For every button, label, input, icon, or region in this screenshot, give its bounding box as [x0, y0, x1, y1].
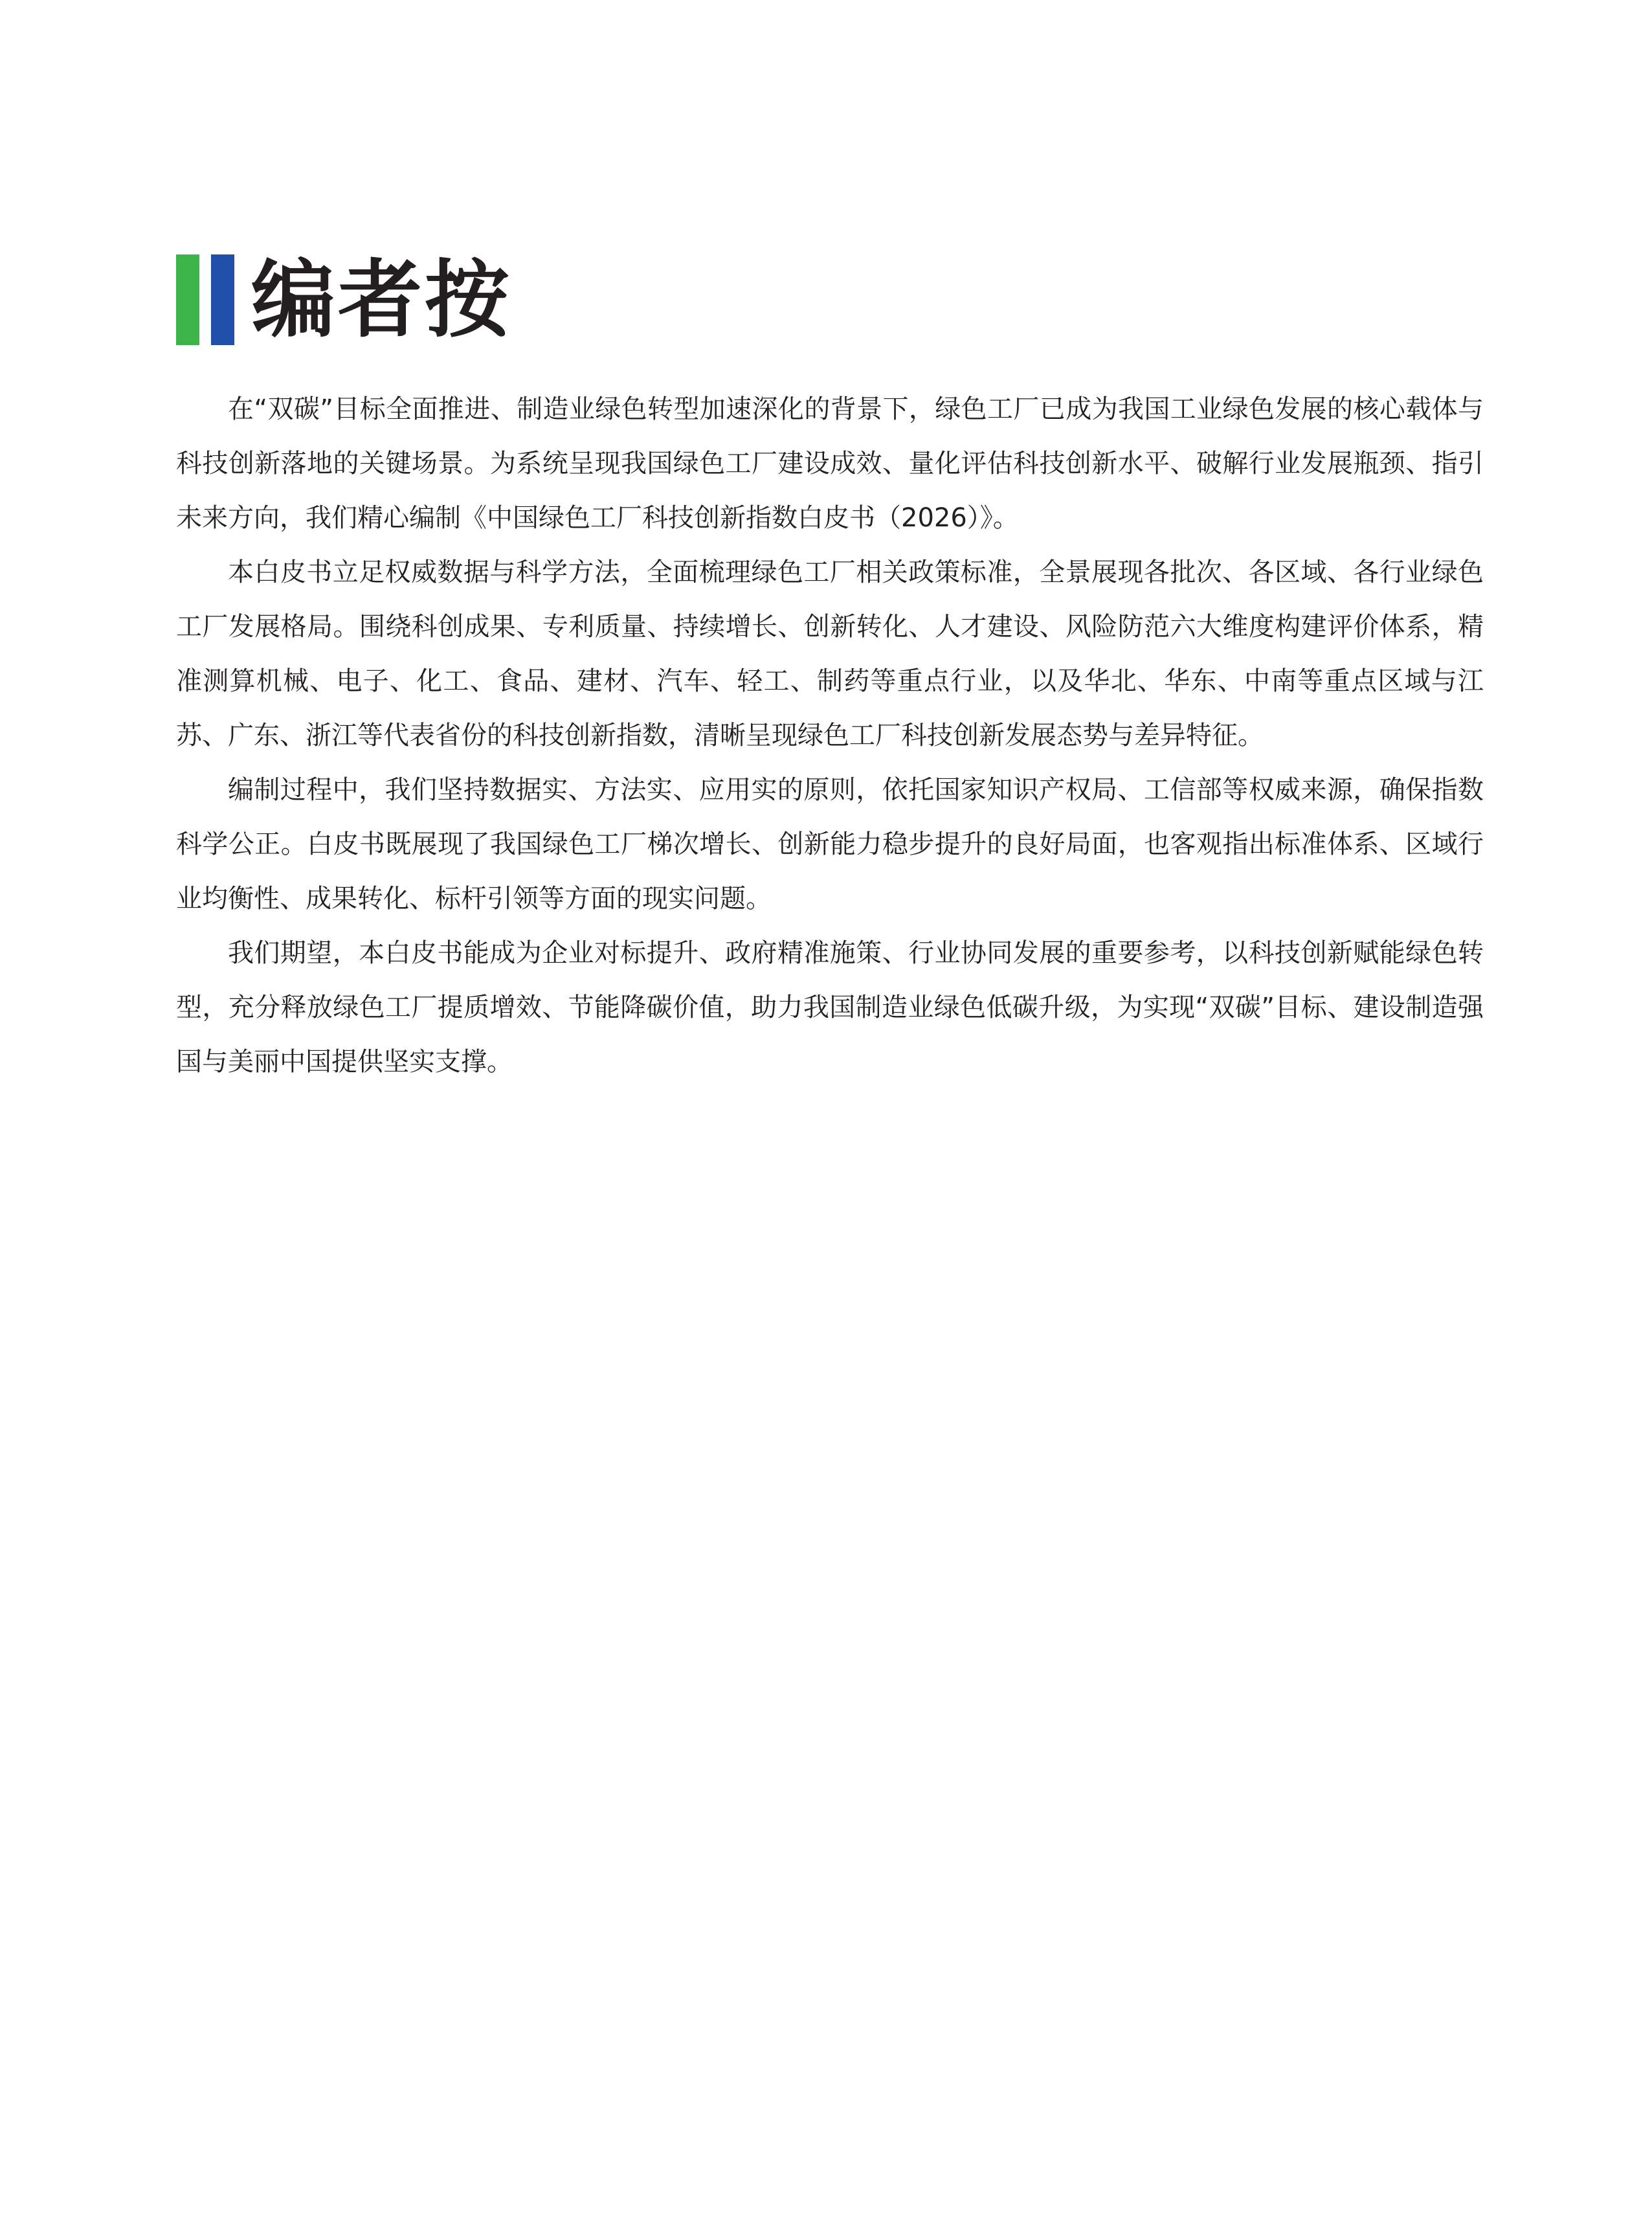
green-accent-bar	[176, 254, 199, 345]
section-heading	[176, 251, 511, 348]
editorial-body	[176, 382, 1484, 1089]
paragraph: 本白皮书立足权威数据与科学方法，全面梳理绿色工厂相关政策标准，全景展现各批次、各区域、各行业绿色工厂发展格局。围绕科创成果、专利质量、持续增长、创新转化、人才建设、风险防范六大维度构建评价体系，精准测算机械、电子、化工、食品、建材、汽车、轻工、制药等重点行业，以及华北、华东、中南等重点区域与江苏、广东、浙江等代表省份的科技创新指数，清晰呈现绿色工厂科技创新发展态势与差异特征。	[176, 557, 1484, 750]
paragraph: 我们期望，本白皮书能成为企业对标提升、政府精准施策、行业协同发展的重要参考，以科技创新赋能绿色转型，充分释放绿色工厂提质增效、节能降碳价值，助力我国制造业绿色低碳升级，为实现“双碳”目标、建设制造强国与美丽中国提供坚实支撑。	[176, 938, 1484, 1077]
blue-accent-bar	[211, 254, 234, 345]
section-title: 编者按	[251, 251, 512, 349]
paragraph: 在“双碳”目标全面推进、制造业绿色转型加速深化的背景下，绿色工厂已成为我国工业绿色发展的核心载体与科技创新落地的关键场景。为系统呈现我国绿色工厂建设成效、量化评估科技创新水平、破解行业发展瓶颈、指引未来方向，我们精心编制《中国绿色工厂科技创新指数白皮书（2026）》。	[176, 394, 1484, 533]
paragraph: 编制过程中，我们坚持数据实、方法实、应用实的原则，依托国家知识产权局、工信部等权威来源，确保指数科学公正。白皮书既展现了我国绿色工厂梯次增长、创新能力稳步提升的良好局面，也客观指出标准体系、区域行业均衡性、成果转化、标杆引领等方面的现实问题。	[176, 775, 1484, 914]
